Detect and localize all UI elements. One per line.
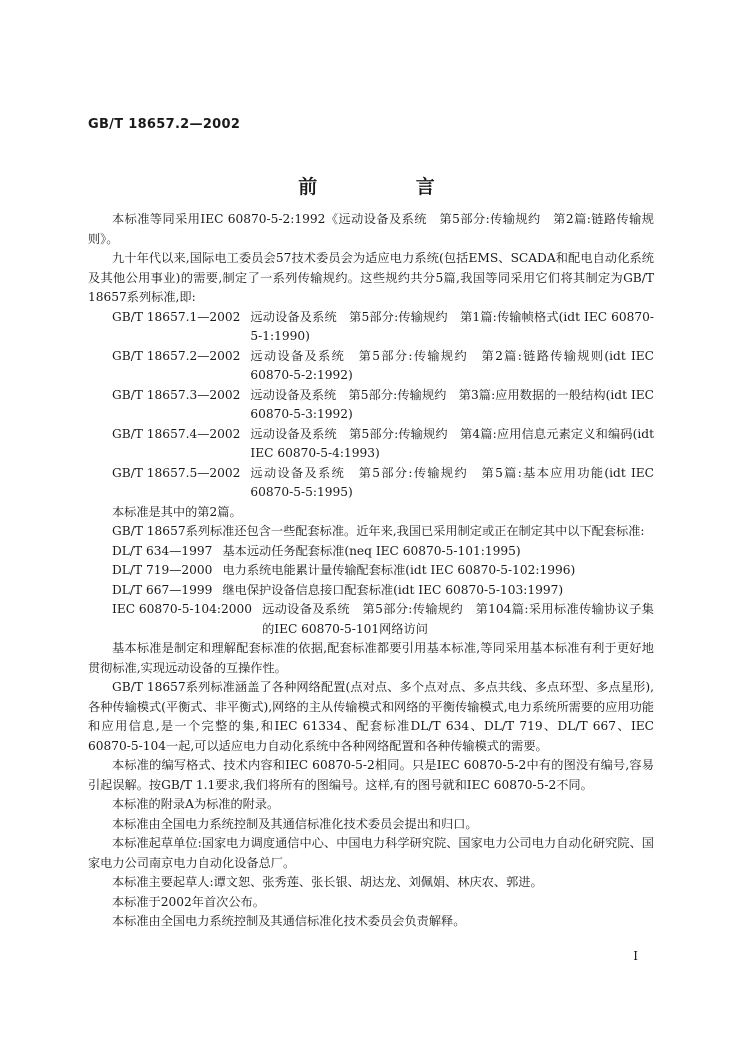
paragraph: 本标准起草单位:国家电力调度通信中心、中国电力科学研究院、国家电力公司电力自动化研究院、国家电力公司南京电力自动化设备总厂。 (88, 836, 654, 870)
list-item (112, 308, 654, 347)
paragraph: 本标准的编写格式、技术内容和IEC 60870-5-2相同。只是IEC 60870-5-2中有的图没有编号,容易引起误解。按GB/T 1.1要求,我们将所有的图编号。这样,有的图号就和IEC 60870-5-2不同。 (88, 758, 654, 792)
standard-code: DL/T 667—1999 (112, 582, 213, 597)
standard-code: DL/T 719—2000 (112, 563, 213, 577)
standard-description: 远动设备及系统 第5部分:传输规约 第4篇:应用信息元素定义和编码(idt IEC 60870-5-4:1993) (250, 426, 654, 460)
standard-description: 远动设备及系统 第5部分:传输规约 第3篇:应用数据的一般结构(idt IEC 60870-5-3:1992) (250, 387, 654, 421)
paragraph: GB/T 18657系列标准还包含一些配套标准。近年来,我国已采用制定或正在制定其中以下配套标准: (112, 524, 645, 538)
companion-standard-list (88, 542, 654, 640)
paragraph: 本标准是其中的第2篇。 (112, 504, 242, 519)
standard-code: IEC 60870-5-104:2000 (112, 602, 253, 616)
paragraph: 基本标准是制定和理解配套标准的依据,配套标准都要引用基本标准,等同采用基本标准有利于更好地贯彻标准,实现远动设备的互操作性。 (88, 641, 654, 675)
standard-description: 远动设备及系统 第5部分:传输规约 第2篇:链路传输规则(idt IEC 60870-5-2:1992) (250, 348, 654, 382)
standard-code: GB/T 18657.3—2002 (112, 387, 241, 402)
paragraph: 本标准由全国电力系统控制及其通信标准化技术委员会负责解释。 (112, 914, 466, 928)
list-item (112, 542, 654, 562)
list-item (112, 600, 654, 639)
standard-description: 远动设备及系统 第5部分:传输规约 第5篇:基本应用功能(idt IEC 60870-5-5:1995) (250, 465, 654, 499)
document-code: GB/T 18657.2—2002 (88, 117, 241, 132)
paragraph: 本标准等同采用IEC 60870-5-2:1992《远动设备及系统 第5部分:传输规约 第2篇:链路传输规则》。 (88, 212, 654, 246)
paragraph: GB/T 18657系列标准涵盖了各种网络配置(点对点、多个点对点、多点共线、多点环型、多点星形),各种传输模式(平衡式、非平衡式),网络的主从传输模式和网络的平衡传输模式,电力系统所需要的应用功能和应用信息,是一个完整的集,和IEC 61334、配套标准DL/T 634、DL/T 719、DL/T 667、IEC 60870-5-104一起,可以适应电力自动化系统中各种网络配置和各种传输模式的需要。 (88, 680, 654, 753)
paragraph: 本标准于2002年首次公布。 (112, 894, 265, 909)
list-item (112, 464, 654, 503)
paragraph: 本标准的附录A为标准的附录。 (112, 797, 280, 811)
series-standard-list (88, 308, 654, 503)
list-item (112, 425, 654, 464)
page-title: 前 言 (298, 176, 481, 198)
list-item (112, 347, 654, 386)
standard-description: 电力系统电能累计量传输配套标准(idt IEC 60870-5-102:1996) (222, 563, 576, 577)
standard-code: GB/T 18657.2—2002 (112, 348, 241, 363)
paragraph: 本标准主要起草人:谭文恕、张秀莲、张长银、胡达龙、刘佩娟、林庆农、郭进。 (112, 875, 543, 889)
standard-code: DL/T 634—1997 (112, 543, 213, 558)
standard-description: 远动设备及系统 第5部分:传输规约 第104篇:采用标准传输协议子集的IEC 60870-5-101网络访问 (262, 602, 654, 636)
list-item (112, 581, 654, 601)
standard-description: 基本远动任务配套标准(neq IEC 60870-5-101:1995) (222, 543, 521, 558)
list-item (112, 386, 654, 425)
standard-code: GB/T 18657.1—2002 (112, 309, 241, 324)
page-number: I (633, 949, 638, 963)
standard-description: 继电保护设备信息接口配套标准(idt IEC 60870-5-103:1997) (222, 582, 564, 597)
paragraph: 本标准由全国电力系统控制及其通信标准化技术委员会提出和归口。 (112, 816, 478, 831)
list-item (112, 561, 654, 581)
paragraph: 九十年代以来,国际电工委员会57技术委员会为适应电力系统(包括EMS、SCADA和配电自动化系统及其他公用事业)的需要,制定了一系列传输规约。这些规约共分5篇,我国等同采用它们将其制定为GB/T 18657系列标准,即: (88, 251, 654, 304)
standard-description: 远动设备及系统 第5部分:传输规约 第1篇:传输帧格式(idt IEC 60870-5-1:1990) (250, 309, 654, 343)
standard-code: GB/T 18657.4—2002 (112, 426, 241, 441)
standard-code: GB/T 18657.5—2002 (112, 465, 241, 480)
foreword-body (88, 210, 654, 932)
